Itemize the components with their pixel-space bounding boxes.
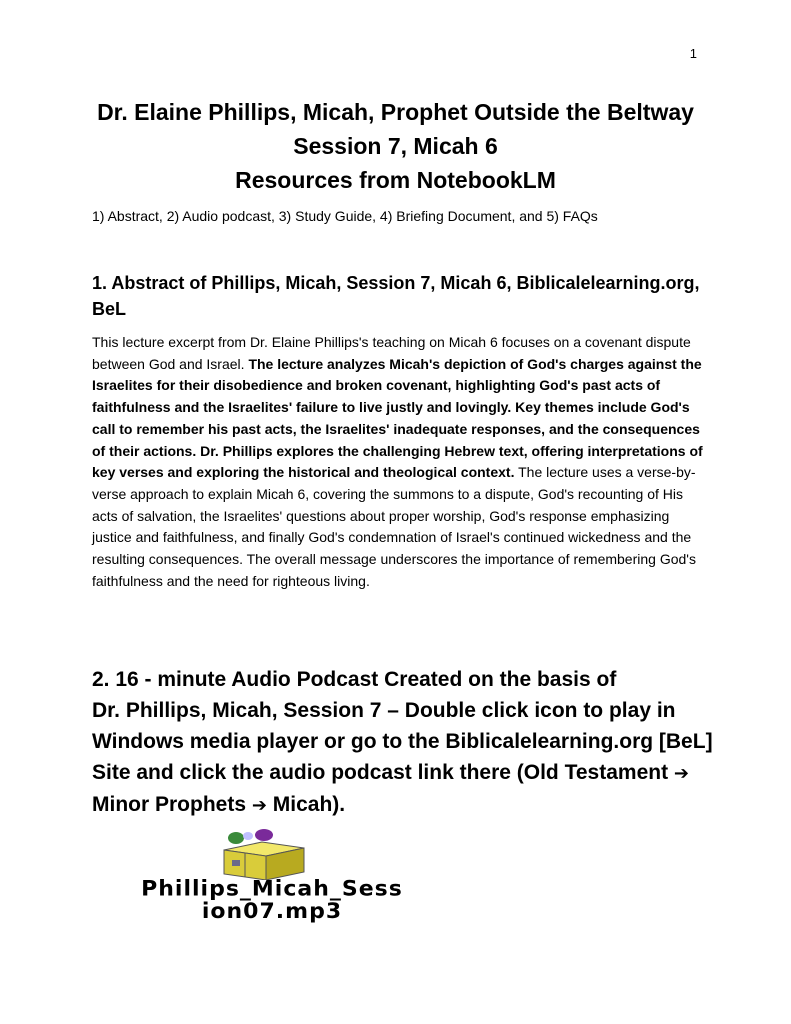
audio-file-name[interactable]: [97, 878, 447, 924]
audio-file-name-line-2: ion07.mp3: [201, 900, 343, 924]
podcast-heading-line-1: 2. 16 - minute Audio Podcast Created on the basis of: [92, 668, 617, 691]
abstract-body: [92, 332, 706, 592]
title-line-1: Dr. Elaine Phillips, Micah, Prophet Outside the Beltway: [97, 99, 694, 125]
resource-list: 1) Abstract, 2) Audio podcast, 3) Study Guide, 4) Briefing Document, and 5) FAQs: [92, 208, 598, 224]
abstract-rest: The lecture uses a verse-by-verse approach to explain Micah 6, covering the summons to a dispute, God's recounting of His acts of salvation, the Israelites' questions about proper worship, God's response emphasizing justice and faithfulness, and finally God's condemnation of Israel's continued wickedness and the resulting consequences. The overall message underscores the importance of remembering God's faithfulness and the need for righteous living.: [92, 464, 696, 589]
podcast-heading-line-5: Minor Prophets ➔ Micah).: [92, 793, 346, 816]
podcast-heading-line-3: Windows media player or go to the Biblicalelearning.org [BeL]: [92, 730, 713, 753]
abstract-bold-summary: The lecture analyzes Micah's depiction of God's charges against the Israelites for their disobedience and broken covenant, highlighting God's past acts of faithfulness and the Israelites' failure to live justly and lovingly. Key themes include God's call to remember his past acts, the Israelites' inadequate responses, and the consequences of their actions. Dr. Phillips explores the challenging Hebrew text, offering interpretations of key verses and exploring the historical and theological context.: [92, 355, 703, 481]
document-title: [0, 95, 791, 197]
podcast-heading-line-2: Dr. Phillips, Micah, Session 7 – Double click icon to play in: [92, 699, 676, 722]
abstract-intro: This lecture excerpt from Dr. Elaine Phillips's teaching on Micah 6 focuses on a covenant dispute between God and Israel.: [92, 334, 691, 372]
page-number: 1: [689, 46, 697, 61]
podcast-heading: [92, 664, 732, 821]
abstract-heading: [92, 270, 707, 322]
abstract-heading-line-1: 1. Abstract of Phillips, Micah, Session 7, Micah 6, Biblicalelearning.org,: [92, 273, 700, 293]
title-line-3: Resources from NotebookLM: [235, 167, 556, 193]
right-arrow-icon: ➔: [673, 763, 689, 784]
podcast-heading-line-4: Site and click the audio podcast link there (Old Testament ➔: [92, 761, 689, 784]
title-line-2: Session 7, Micah 6: [293, 133, 498, 159]
audio-file-name-line-1: Phillips_Micah_Sess: [141, 877, 403, 901]
abstract-heading-line-2: BeL: [92, 299, 127, 319]
audio-package-icon[interactable]: [218, 828, 308, 880]
right-arrow-icon: ➔: [251, 795, 267, 816]
